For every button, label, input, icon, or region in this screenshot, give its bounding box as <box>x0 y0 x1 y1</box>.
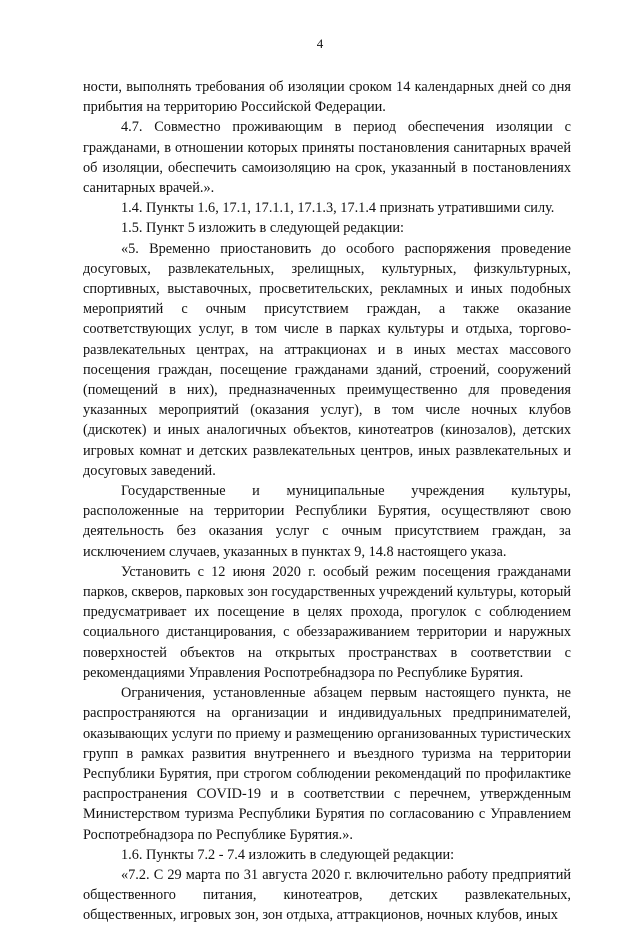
paragraph-1-4: 1.4. Пункты 1.6, 17.1, 17.1.1, 17.1.3, 17.1.4 признать утратившими силу. <box>121 200 555 217</box>
document-body <box>83 77 571 926</box>
paragraph-1-5: 1.5. Пункт 5 изложить в следующей редакции: <box>121 220 404 237</box>
paragraph-continuation: ности, выполнять требования об изоляции сроком 14 календарных дней со дня прибытия на территорию Российской Федерации. <box>83 79 571 116</box>
paragraph-1-6: 1.6. Пункты 7.2 - 7.4 изложить в следующей редакции: <box>121 846 455 863</box>
paragraph-7-2: «7.2. С 29 марта по 31 августа 2020 г. включительно работу предприятий общественного питания, кинотеатров, детских развлекательных, общественных, игровых зон, зон отдыха, аттракционов, ночных клубов, иных <box>83 866 571 924</box>
paragraph-culture-institutions: Государственные и муниципальные учреждения культуры, расположенные на территории Республики Бурятия, осуществляют свою деятельность без оказания услуг с очным присутствием граждан, за исключением случаев, указанных в пунктах 9, 14.8 настоящего указа. <box>83 483 571 560</box>
paragraph-point-5: «5. Временно приостановить до особого распоряжения проведение досуговых, развлекательных, зрелищных, культурных, физкультурных, спортивных, выставочных, просветительских, рекламных и иных подобных мероприятий с очным присутствием граждан, а также оказание соответствующих услуг, в том числе в парках культуры и отдыха, торгово-развлекательных центрах, на аттракционах и в иных местах массового посещения граждан, посещение гражданами зданий, строений, сооружений (помещений в них), предназначенных преимущественно для проведения указанных мероприятий (оказания услуг), в том числе ночных клубов (дискотек) и иных аналогичных объектов, кинотеатров (кинозалов), детских игровых комнат и детских развлекательных центров, иных развлекательных и досуговых заведений. <box>83 240 571 479</box>
page-number: 4 <box>316 36 324 51</box>
paragraph-4-7: 4.7. Совместно проживающим в период обеспечения изоляции с гражданами, в отношении которых приняты постановления санитарных врачей об изоляции, обеспечить самоизоляцию на срок, указанный в постановлениях санитарных врачей.». <box>83 119 571 197</box>
paragraph-parks-regime: Установить с 12 июня 2020 г. особый режим посещения гражданами парков, скверов, парковых зон государственных учреждений культуры, который предусматривает их посещение в целях прохода, прогулок с соблюдением социального дистанцирования, с обеззараживанием территории и наружных поверхностей объектов на открытых пространствах в соответствии с рекомендациями Управления Роспотребнадзора по Республике Бурятия. <box>83 563 571 681</box>
paragraph-restrictions-exemption: Ограничения, установленные абзацем первым настоящего пункта, не распространяются на организации и индивидуальных предпринимателей, оказывающих услуги по приему и размещению организованных туристических групп в рамках развития внутреннего и въездного туризма на территории Республики Бурятия, при строгом соблюдении рекомендаций по профилактике распространения COVID-19 и в соответствии с перечнем, утвержденным Министерством туризма Республики Бурятия по согласованию с Управлением Роспотребнадзора по Республике Бурятия.». <box>83 685 571 843</box>
